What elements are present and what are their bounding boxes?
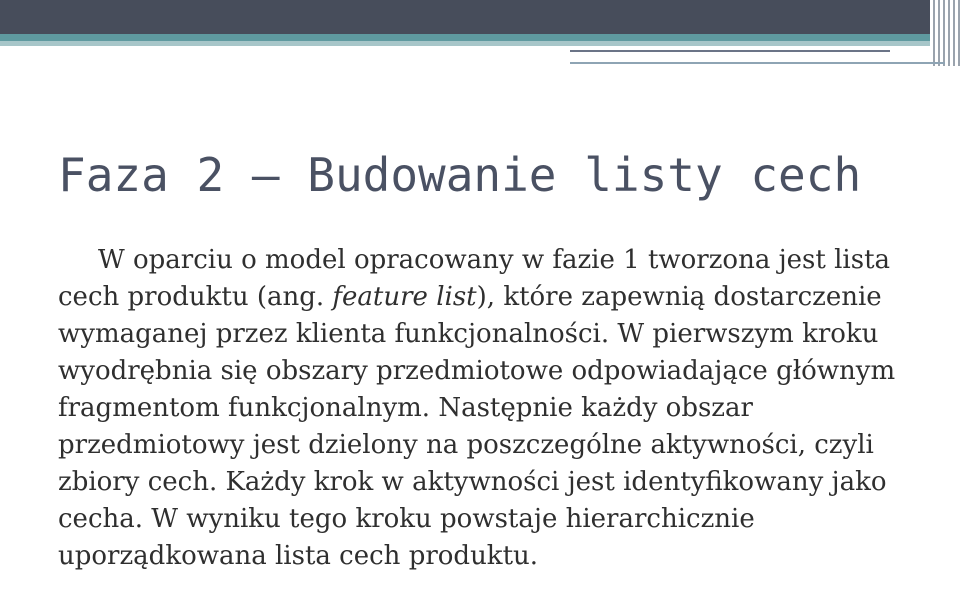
decorative-stripes (930, 0, 960, 66)
decorative-line-lower (570, 62, 945, 64)
slide-title: Faza 2 – Budowanie listy cech (58, 148, 862, 202)
header-band (0, 0, 960, 34)
decorative-line-upper (570, 50, 890, 52)
body-text-term: feature list (332, 282, 477, 312)
body-text-part-2: ), które zapewnią dostarczenie wymaganej przez klienta funkcjonalności. W pierwszym kroku wyodrębnia się obszary przedmiotowe odpowiadające głównym fragmentom funkcjonalnym. Następnie każdy obszar przedmiotowy jest dzielony na poszczególne aktywności, czyli zbiory cech. Każdy krok w aktywności jest identyfikowany jako cecha. W wyniku tego kroku powstaje hierarchicznie uporządkowana lista cech produktu. (58, 282, 896, 571)
body-text-part-1: W oparciu o model opracowany w fazie 1 tworzona jest lista cech produktu (ang. (58, 245, 891, 312)
slide-body-text (58, 242, 913, 575)
accent-band-light (0, 41, 930, 46)
accent-band (0, 34, 930, 41)
